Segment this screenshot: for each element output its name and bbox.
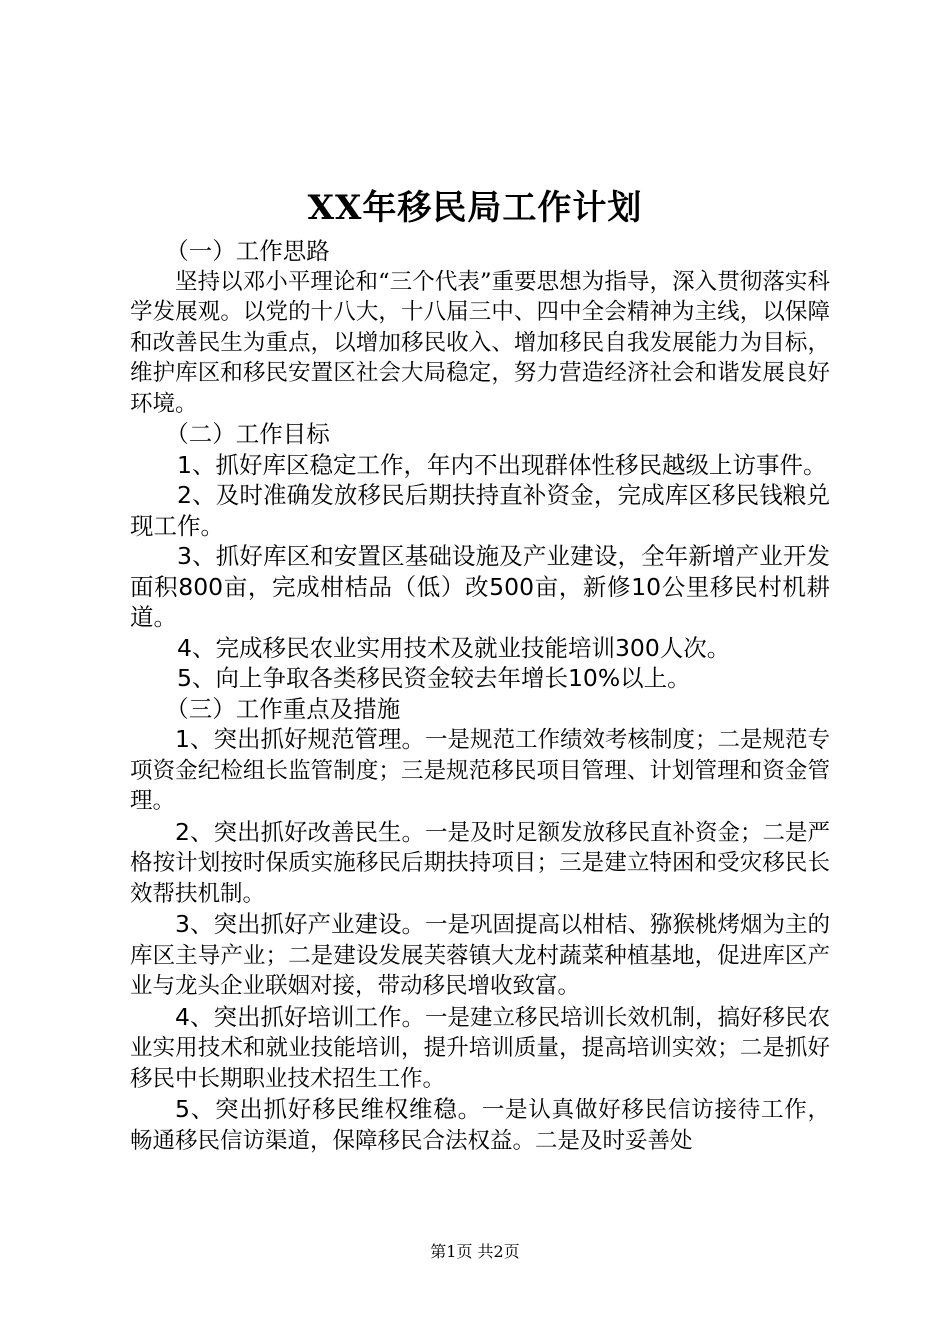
goal-item: 4、完成移民农业实用技术及就业技能培训300人次。 [177, 633, 731, 662]
measure-item [130, 1002, 830, 1095]
measure-item [130, 1094, 830, 1156]
measure-text: 一是认真做好移民信访接待工作，畅通移民信访渠道，保障移民合法权益。二是及时妥善处 [130, 1097, 830, 1154]
goal-item: 1、抓好库区稳定工作，年内不出现群体性移民越级上访事件。 [177, 450, 827, 479]
document-body [130, 236, 830, 1156]
page-footer: 第1页 共2页 [430, 1242, 520, 1261]
measure-item [130, 909, 830, 1002]
goal-item: 3、抓好库区和安置区基础设施及产业建设，全年新增产业开发面积800亩，完成柑桔品（低）改500亩，新修10公里移民村机耕道。 [130, 542, 830, 631]
ideas-paragraph: 坚持以邓小平理论和“三个代表”重要思想为指导，深入贯彻落实科学发展观。以党的十八大，十八届三中、四中全会精神为主线，以保障和改善民生为重点，以增加移民收入、增加移民自我发展能力为目标，维护库区和移民安置区社会大局稳定，努力营造经济社会和谐发展良好环境。 [130, 268, 830, 417]
measure-lead: 1、突出抓好规范管理。 [175, 725, 425, 753]
section-heading-goals: （二）工作目标 [165, 420, 330, 448]
goal-item: 2、及时准确发放移民后期扶持直补资金，完成库区移民钱粮兑现工作。 [130, 481, 830, 540]
measure-lead: 5、突出抓好移民维权维稳。 [175, 1095, 482, 1123]
measure-item [130, 724, 830, 817]
document-title: XX年移民局工作计划 [307, 188, 643, 228]
goal-item: 5、向上争取各类移民资金较去年增长10%以上。 [177, 664, 691, 692]
measure-text: 一是巩固提高以柑桔、猕猴桃烤烟为主的库区主导产业；二是建设发展芙蓉镇大龙村蔬菜种植基地，促进库区产业与龙头企业联姻对接，带动移民增收致富。 [130, 912, 830, 999]
section-heading-measures: （三）工作重点及措施 [165, 694, 401, 723]
measure-lead: 2、突出抓好改善民生。 [175, 817, 425, 846]
measure-lead: 3、突出抓好产业建设。 [175, 910, 425, 938]
measure-lead: 4、突出抓好培训工作。 [175, 1002, 425, 1031]
measure-text: 一是规范工作绩效考核制度；二是规范专项资金纪检组长监管制度；三是规范移民项目管理、计划管理和资金管理。 [130, 727, 830, 814]
measure-text: 一是及时足额发放移民直补资金；二是严格按计划按时保质实施移民后期扶持项目；三是建立特困和受灾移民长效帮扶机制。 [130, 819, 830, 907]
section-heading-ideas: （一）工作思路 [165, 237, 330, 265]
measure-text: 一是建立移民培训长效机制，搞好移民农业实用技术和就业技能培训，提升培训质量，提高培训实效；二是抓好移民中长期职业技术招生工作。 [130, 1004, 830, 1092]
measure-item [130, 817, 830, 910]
